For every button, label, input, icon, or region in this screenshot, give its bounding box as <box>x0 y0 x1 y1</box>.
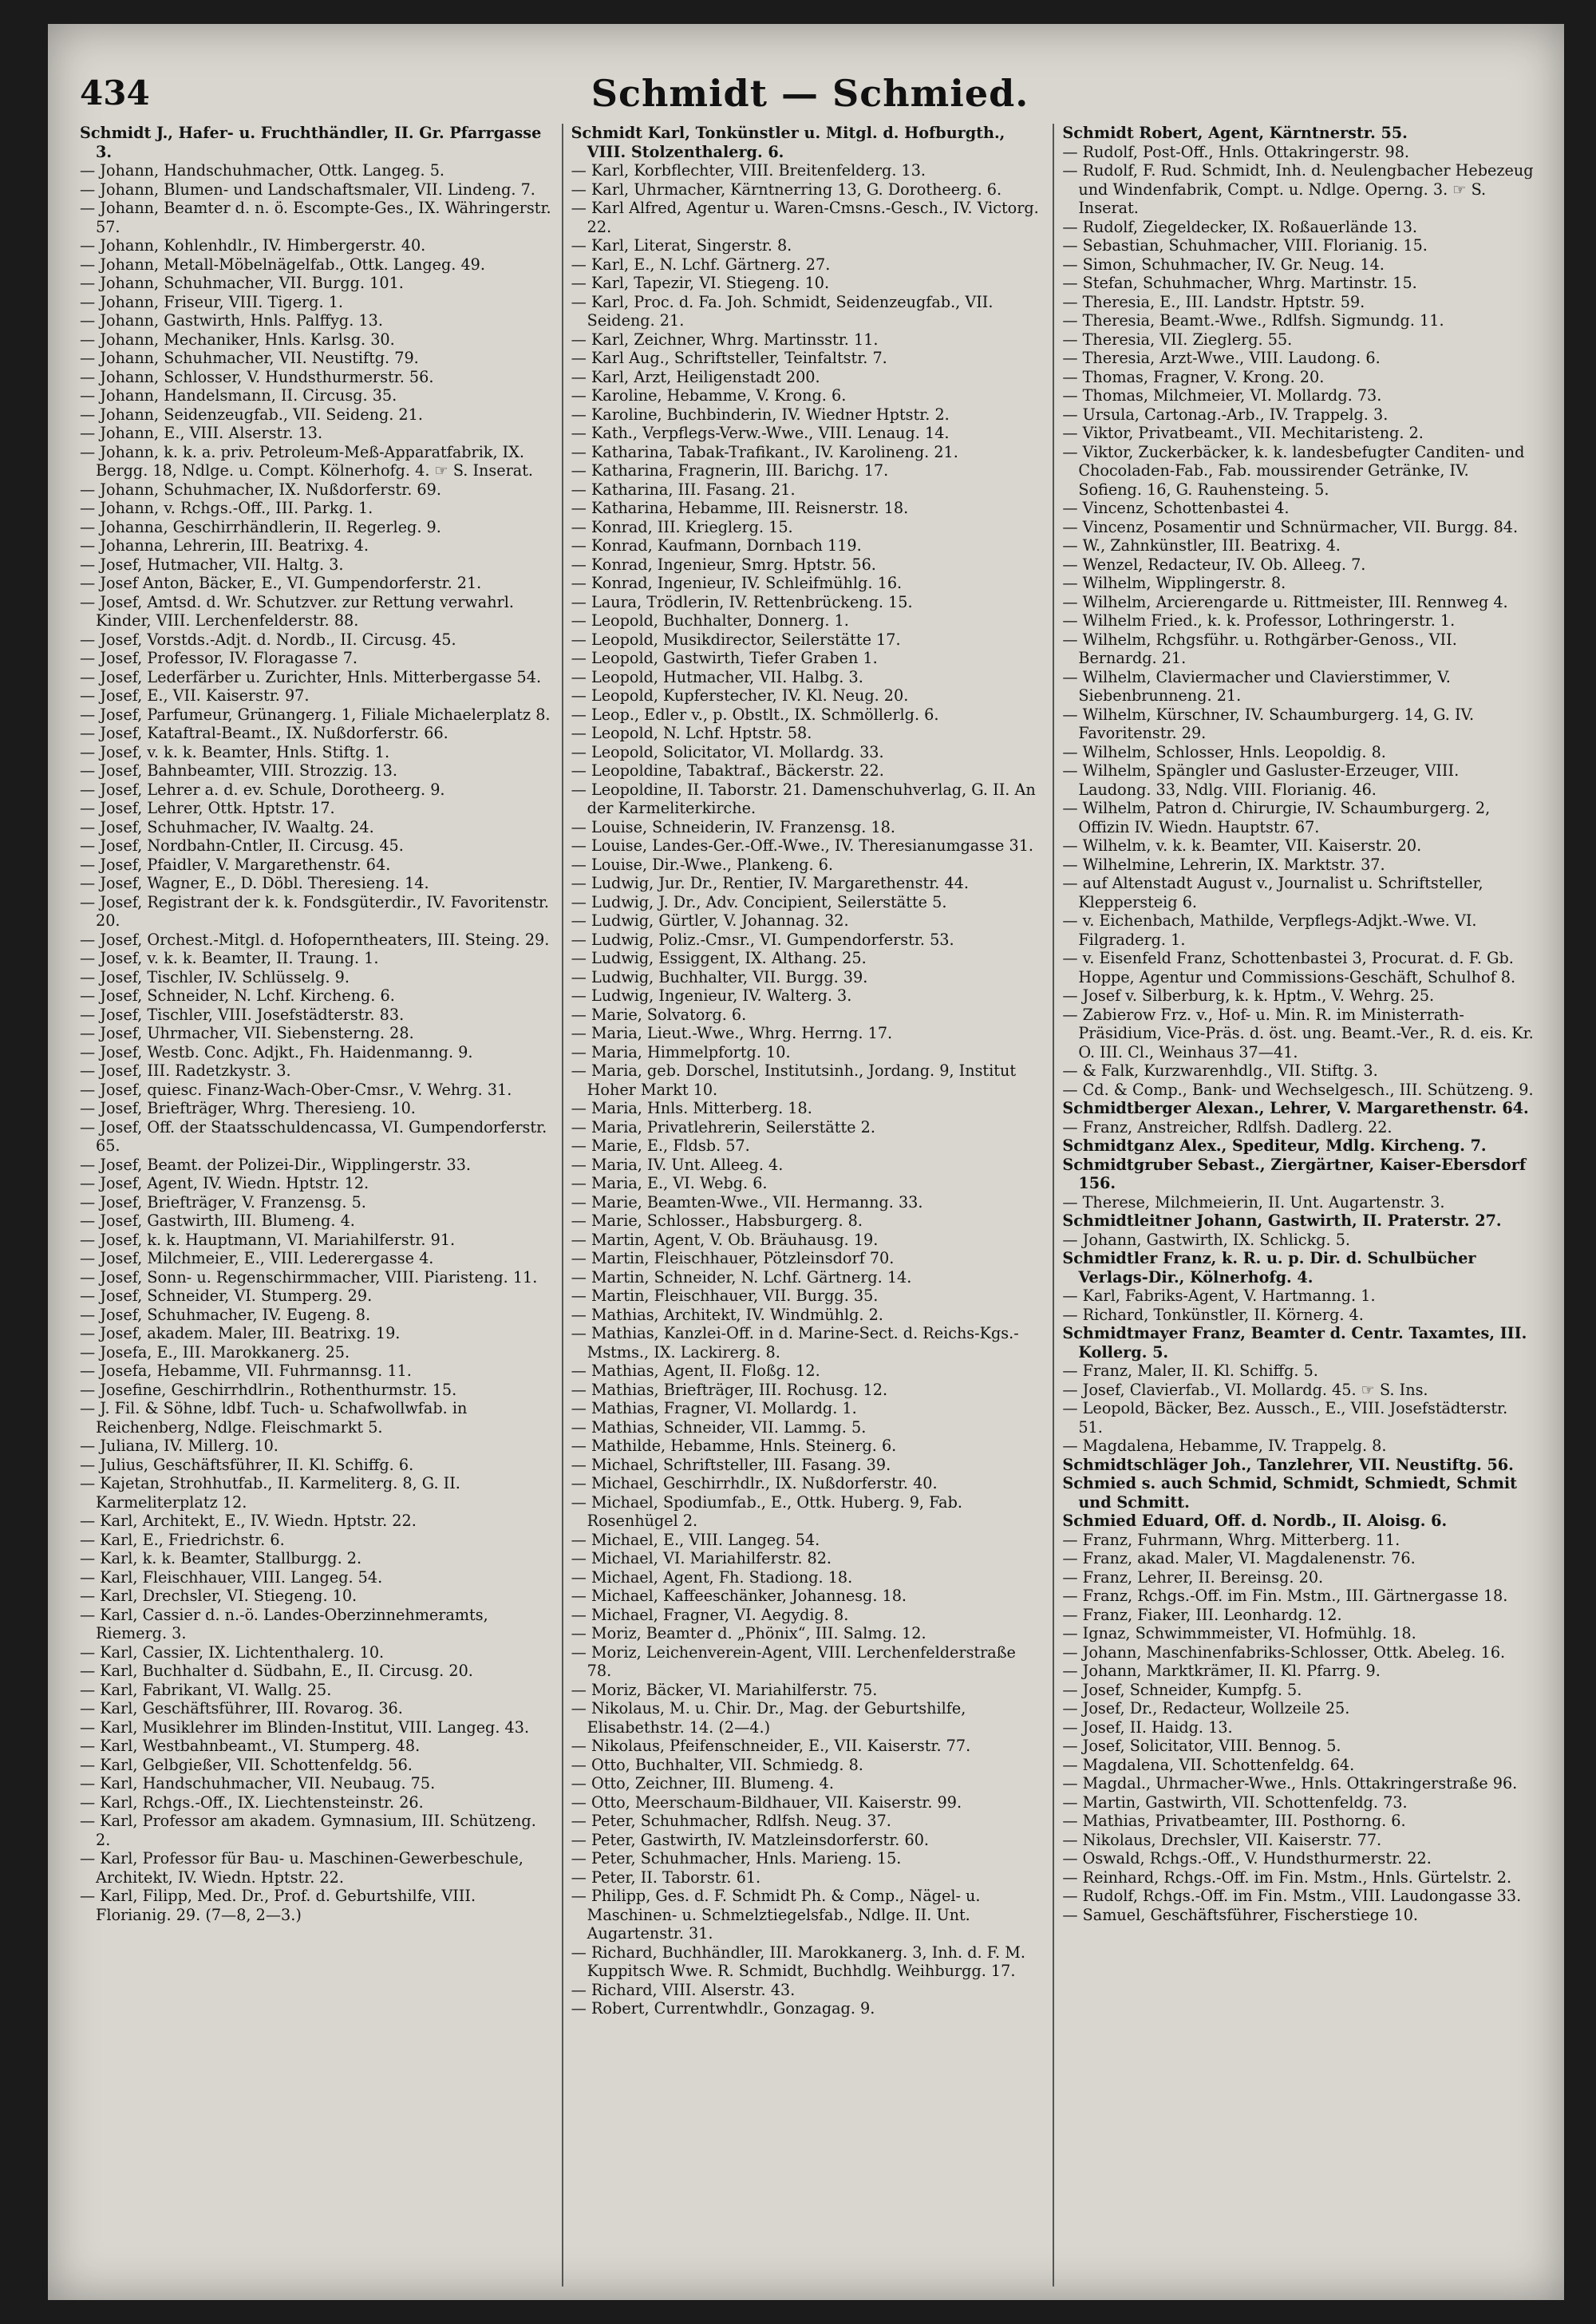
directory-entry: — Maria, IV. Unt. Alleeg. 4. <box>571 1155 784 1174</box>
directory-entry: — Rudolf, Ziegeldecker, IX. Roßauerlände 13. <box>1062 217 1418 236</box>
directory-entry: — Wilhelm, Wipplingerstr. 8. <box>1062 574 1286 592</box>
directory-heading-entry: Schmidt Robert, Agent, Kärntnerstr. 55. <box>1062 124 1408 142</box>
directory-entry: — v. Eichenbach, Mathilde, Verpflegs-Adjkt.-Wwe. VI. Filgraderg. 1. <box>1062 911 1477 949</box>
directory-entry: — Karl, Westbahnbeamt., VI. Stumperg. 48. <box>80 1737 421 1755</box>
directory-entry: — Julius, Geschäftsführer, II. Kl. Schiffg. 6. <box>80 1455 414 1474</box>
directory-heading-entry: Schmidtschläger Joh., Tanzlehrer, VII. Neustiftg. 56. <box>1062 1455 1514 1474</box>
directory-entry: — Wilhelm, Patron d. Chirurgie, IV. Schaumburgerg. 2, Offizin IV. Wiedn. Hauptstr. 67. <box>1062 799 1491 836</box>
directory-entry: — Josef, Kataftral-Beamt., IX. Nußdorferstr. 66. <box>80 724 448 742</box>
directory-entry: — Wilhelm, Schlosser, Hnls. Leopoldig. 8. <box>1062 742 1386 761</box>
directory-entry: — Louise, Landes-Ger.-Off.-Wwe., IV. Theresianumgasse 31. <box>571 836 1034 855</box>
directory-entry: — Rudolf, F. Rud. Schmidt, Inh. d. Neulengbacher Hebezeug und Windenfabrik, Compt. u. Ndlge. Operng. 3. ☞ S. Inserat. <box>1062 161 1534 217</box>
directory-entry: — Ludwig, Buchhalter, VII. Burgg. 39. <box>571 967 868 986</box>
directory-entry: — Johann, v. Rchgs.-Off., III. Parkg. 1. <box>80 499 373 517</box>
directory-entry: — Johann, Handelsmann, II. Circusg. 35. <box>80 386 397 405</box>
directory-entry: — Maria, Lieut.-Wwe., Whrg. Herrng. 17. <box>571 1024 893 1042</box>
directory-entry: — Karl, Proc. d. Fa. Joh. Schmidt, Seidenzeugfab., VII. Seideng. 21. <box>571 292 994 330</box>
directory-entry: — Josef, Lehrer, Ottk. Hptstr. 17. <box>80 799 335 817</box>
directory-entry: — Mathias, Fragner, VI. Mollardg. 1. <box>571 1399 857 1417</box>
directory-entry: — Konrad, Ingenieur, IV. Schleifmühlg. 16. <box>571 574 903 592</box>
directory-entry: — Richard, VIII. Alserstr. 43. <box>571 1980 796 1999</box>
directory-entry: — Wilhelm, Claviermacher und Clavierstimmer, V. Siebenbrunneng. 21. <box>1062 667 1451 705</box>
directory-entry: — Josef, Briefträger, V. Franzensg. 5. <box>80 1192 366 1211</box>
directory-entry: — Josef, Pfaidler, V. Margarethenstr. 64. <box>80 855 391 874</box>
directory-entry: — Viktor, Privatbeamt., VII. Mechitaristeng. 2. <box>1062 424 1424 442</box>
directory-entry: — Johanna, Geschirrhändlerin, II. Regerleg. 9. <box>80 517 441 536</box>
directory-entry: — Josef, Sonn- u. Regenschirmmacher, VIII. Piaristeng. 11. <box>80 1267 538 1286</box>
directory-entry: — Martin, Fleischhauer, Pötzleinsdorf 70. <box>571 1249 895 1267</box>
directory-entry: — Mathias, Agent, II. Floßg. 12. <box>571 1362 820 1380</box>
directory-entry: — Karl, Cassier, IX. Lichtenthalerg. 10. <box>80 1642 385 1662</box>
directory-entry: — Wilhelm, Arcierengarde u. Rittmeister, III. Rennweg 4. <box>1062 592 1508 611</box>
directory-entry: — Ludwig, Ingenieur, IV. Walterg. 3. <box>571 986 852 1005</box>
directory-entry: — Michael, Agent, Fh. Stadiong. 18. <box>571 1567 853 1587</box>
directory-entry: — Katharina, Tabak-Trafikant., IV. Karolineng. 21. <box>571 442 958 461</box>
directory-entry: — Karl, Rchgs.-Off., IX. Liechtensteinstr. 26. <box>80 1792 424 1812</box>
directory-entry: — Peter, Schuhmacher, Rdlfsh. Neug. 37. <box>571 1812 891 1830</box>
directory-entry: — Theresia, E., III. Landstr. Hptstr. 59. <box>1062 292 1365 311</box>
directory-entry: — Wilhelm, Spängler und Gasluster-Erzeuger, VIII. Laudong. 33, Ndlg. VIII. Florianig. 46. <box>1062 761 1460 799</box>
directory-entry: — Johann, Gastwirth, IX. Schlickg. 5. <box>1062 1230 1351 1249</box>
directory-entry: — Johann, Mechaniker, Hnls. Karlsg. 30. <box>80 330 395 349</box>
directory-entry: — Otto, Buchhalter, VII. Schmiedg. 8. <box>571 1755 863 1774</box>
directory-entry: — Moriz, Beamter d. „Phönix“, III. Salmg. 12. <box>571 1624 926 1642</box>
directory-entry: — Konrad, Kaufmann, Dornbach 119. <box>571 536 862 555</box>
directory-entry: — Zabierow Frz. v., Hof- u. Min. R. im Ministerrath-Präsidium, Vice-Präs. d. öst. ung. Beamt.-Ver., R. d. eis. Kr. O. III. Cl., Weinhaus 37—41. <box>1062 1005 1534 1061</box>
directory-entry: — W., Zahnkünstler, III. Beatrixg. 4. <box>1062 536 1341 555</box>
directory-entry: — Louise, Dir.-Wwe., Plankeng. 6. <box>571 855 834 874</box>
directory-entry: — Viktor, Zuckerbäcker, k. k. landesbefugter Canditen- und Chocoladen-Fab., Fab. moussirender Getränke, IV. Sofieng. 16, G. Rauhensteing. 5. <box>1062 442 1525 499</box>
directory-entry: — Maria, E., VI. Webg. 6. <box>571 1174 768 1192</box>
directory-entry: — Martin, Gastwirth, VII. Schottenfeldg. 73. <box>1062 1792 1408 1812</box>
directory-entry: — Konrad, III. Krieglerg. 15. <box>571 517 793 536</box>
directory-entry: — Simon, Schuhmacher, IV. Gr. Neug. 14. <box>1062 255 1385 274</box>
directory-entry: — Josef, Nordbahn-Cntler, II. Circusg. 45. <box>80 836 404 855</box>
directory-entry: — Michael, Kaffeeschänker, Johannesg. 18. <box>571 1587 907 1605</box>
directory-entry: — Juliana, IV. Millerg. 10. <box>80 1437 279 1455</box>
directory-entry: — Franz, Lehrer, II. Bereinsg. 20. <box>1062 1567 1324 1587</box>
directory-entry: — Marie, E., Fldsb. 57. <box>571 1136 750 1155</box>
directory-entry: — Johann, Schlosser, V. Hundsthurmerstr. 56. <box>80 367 434 386</box>
directory-entry: — Ludwig, Jur. Dr., Rentier, IV. Margarethenstr. 44. <box>571 874 969 892</box>
directory-entry: — Josef, Schuhmacher, IV. Waaltg. 24. <box>80 817 374 836</box>
directory-entry: — Josef, Schneider, Kumpfg. 5. <box>1062 1680 1302 1699</box>
directory-entry: — Ignaz, Schwimmmeister, VI. Hofmühlg. 18. <box>1062 1624 1416 1642</box>
directory-entry: — Michael, Geschirrhdlr., IX. Nußdorferstr. 40. <box>571 1474 938 1492</box>
directory-entry: — Josef, III. Radetzkystr. 3. <box>80 1061 291 1080</box>
directory-entry: — Johann, Schuhmacher, VII. Burgg. 101. <box>80 274 404 292</box>
directory-entry: — Wenzel, Redacteur, IV. Ob. Alleeg. 7. <box>1062 555 1366 574</box>
directory-heading-entry: Schmied Eduard, Off. d. Nordb., II. Aloisg. 6. <box>1062 1512 1448 1530</box>
directory-entry: — Karl, Filipp, Med. Dr., Prof. d. Geburtshilfe, VIII. Florianig. 29. (7—8, 2—3.) <box>80 1887 476 1924</box>
directory-entry: — Johanna, Lehrerin, III. Beatrixg. 4. <box>80 536 369 555</box>
directory-entry: — Josef, quiesc. Finanz-Wach-Ober-Cmsr., V. Wehrg. 31. <box>80 1080 512 1099</box>
directory-entry: — Marie, Schlosser., Habsburgerg. 8. <box>571 1211 863 1230</box>
directory-entry: — Martin, Fleischhauer, VII. Burgg. 35. <box>571 1286 879 1305</box>
directory-entry: — Josef, Bahnbeamter, VIII. Strozzig. 13. <box>80 761 397 780</box>
directory-entry: — Konrad, Ingenieur, Smrg. Hptstr. 56. <box>571 555 876 574</box>
directory-entry: — Louise, Schneiderin, IV. Franzensg. 18. <box>571 817 895 836</box>
directory-entry: — Mathias, Architekt, IV. Windmühlg. 2. <box>571 1305 883 1324</box>
directory-entry: — Philipp, Ges. d. F. Schmidt Ph. & Comp., Nägel- u. Maschinen- u. Schmelztiegelsfab., Ndlge. II. Unt. Augartenstr. 31. <box>571 1887 981 1943</box>
directory-entry: — Katharina, Fragnerin, III. Barichg. 17. <box>571 461 889 480</box>
directory-entry: — Josef, Wagner, E., D. Döbl. Theresieng. 14. <box>80 874 429 892</box>
directory-entry: — Oswald, Rchgs.-Off., V. Hundsthurmerstr. 22. <box>1062 1849 1432 1868</box>
directory-entry: — Franz, akad. Maler, VI. Magdalenenstr. 76. <box>1062 1549 1416 1567</box>
directory-entry: — Mathias, Privatbeamter, III. Posthorng. 6. <box>1062 1812 1406 1830</box>
directory-entry: — Cd. & Comp., Bank- und Wechselgesch., III. Schützeng. 9. <box>1062 1080 1534 1099</box>
directory-entry: — Josef, Milchmeier, E., VIII. Lederergasse 4. <box>80 1249 434 1267</box>
directory-entry: — Leopold, Musikdirector, Seilerstätte 17. <box>571 630 901 649</box>
directory-entry: — Franz, Anstreicher, Rdlfsh. Dadlerg. 22. <box>1062 1117 1393 1136</box>
directory-entry: — Karl, Uhrmacher, Kärntnerring 13, G. Dorotheerg. 6. <box>571 180 1002 199</box>
directory-entry: — Josef, v. k. k. Beamter, II. Traung. 1. <box>80 949 379 967</box>
directory-entry: — Magdalena, Hebamme, IV. Trappelg. 8. <box>1062 1437 1387 1455</box>
directory-entry: — Leopoldine, Tabaktraf., Bäckerstr. 22. <box>571 761 884 780</box>
directory-heading-entry: Schmied s. auch Schmid, Schmidt, Schmiedt, Schmit und Schmitt. <box>1062 1474 1518 1512</box>
directory-entry: — Josef, Gastwirth, III. Blumeng. 4. <box>80 1211 355 1230</box>
directory-entry: — Wilhelm, Kürschner, IV. Schaumburgerg. 14, G. IV. Favoritenstr. 29. <box>1062 705 1475 742</box>
directory-entry: — Franz, Rchgs.-Off. im Fin. Mstm., III. Gärtnergasse 18. <box>1062 1587 1508 1605</box>
directory-entry: — Josef v. Silberburg, k. k. Hptm., V. Wehrg. 25. <box>1062 986 1435 1005</box>
directory-entry: — Josef, Uhrmacher, VII. Siebensterng. 28. <box>80 1024 414 1042</box>
directory-entry: — Thomas, Fragner, V. Krong. 20. <box>1062 367 1325 386</box>
directory-entry: — Josef, Solicitator, VIII. Bennog. 5. <box>1062 1737 1341 1755</box>
directory-heading-entry: Schmidtmayer Franz, Beamter d. Centr. Taxamtes, III. Kollerg. 5. <box>1062 1324 1527 1362</box>
directory-entry: — Leopold, Gastwirth, Tiefer Graben 1. <box>571 649 878 667</box>
directory-entry: — Ludwig, Poliz.-Cmsr., VI. Gumpendorferstr. 53. <box>571 930 954 949</box>
directory-entry: — Thomas, Milchmeier, VI. Mollardg. 73. <box>1062 386 1382 405</box>
directory-entry: — Karl, Handschuhmacher, VII. Neubaug. 75. <box>80 1774 436 1792</box>
directory-entry: — Johann, Marktkrämer, II. Kl. Pfarrg. 9. <box>1062 1662 1381 1680</box>
directory-entry: — Karl, Buchhalter d. Südbahn, E., II. Circusg. 20. <box>80 1662 473 1680</box>
directory-entry: — Nikolaus, Pfeifenschneider, E., VII. Kaiserstr. 77. <box>571 1737 971 1755</box>
directory-entry: — Josef, Clavierfab., VI. Mollardg. 45. ☞ S. Ins. <box>1062 1380 1428 1399</box>
directory-entry: — Josef, Off. der Staatsschuldencassa, VI. Gumpendorferstr. 65. <box>80 1117 547 1155</box>
directory-entry: — Karl Alfred, Agentur u. Waren-Cmsns.-Gesch., IV. Victorg. 22. <box>571 199 1039 236</box>
directory-entry: — Josef, Vorstds.-Adjt. d. Nordb., II. Circusg. 45. <box>80 630 456 649</box>
directory-entry: — Rudolf, Rchgs.-Off. im Fin. Mstm., VIII. Laudongasse 33. <box>1062 1887 1522 1905</box>
directory-entry: — Karl, Gelbgießer, VII. Schottenfeldg. 56. <box>80 1755 413 1774</box>
directory-entry: — Nikolaus, M. u. Chir. Dr., Mag. der Geburtshilfe, Elisabethstr. 14. (2—4.) <box>571 1699 966 1737</box>
directory-entry: — Josef, Orchest.-Mitgl. d. Hofoperntheaters, III. Steing. 29. <box>80 930 550 949</box>
directory-entry: — Josef, Tischler, IV. Schlüsselg. 9. <box>80 967 350 986</box>
directory-entry: — Karl, E., N. Lchf. Gärtnerg. 27. <box>571 255 831 274</box>
directory-entry: — Josef, Lehrer a. d. ev. Schule, Dorotheerg. 9. <box>80 780 445 799</box>
directory-entry: — & Falk, Kurzwarenhdlg., VII. Stiftg. 3. <box>1062 1061 1378 1080</box>
directory-entry: — Mathias, Schneider, VII. Lammg. 5. <box>571 1417 867 1437</box>
directory-entry: — Josef, Dr., Redacteur, Wollzeile 25. <box>1062 1699 1350 1717</box>
directory-entry: — Mathias, Briefträger, III. Rochusg. 12. <box>571 1380 888 1399</box>
entry-columns <box>72 124 1544 2286</box>
directory-entry: — Johann, Kohlenhdlr., IV. Himbergerstr. 40. <box>80 236 426 255</box>
directory-entry: — Josef, Beamt. der Polizei-Dir., Wipplingerstr. 33. <box>80 1155 472 1174</box>
directory-entry: — Maria, Hnls. Mitterberg. 18. <box>571 1099 812 1117</box>
directory-entry: — Johann, Handschuhmacher, Ottk. Langeg. 5. <box>80 161 445 180</box>
directory-entry: — Marie, Beamten-Wwe., VII. Hermanng. 33. <box>571 1192 923 1211</box>
directory-entry: — Johann, Schuhmacher, VII. Neustiftg. 79. <box>80 349 419 367</box>
directory-entry: — Franz, Fuhrmann, Whrg. Mitterberg. 11. <box>1062 1530 1400 1549</box>
directory-entry: — Marie, Solvatorg. 6. <box>571 1005 747 1024</box>
directory-entry: — Karl, Professor am akadem. Gymnasium, III. Schützeng. 2. <box>80 1812 536 1849</box>
directory-entry: — Wilhelm, v. k. k. Beamter, VII. Kaiserstr. 20. <box>1062 836 1422 855</box>
directory-entry: — Franz, Fiaker, III. Leonhardg. 12. <box>1062 1605 1342 1624</box>
directory-entry: — Johann, Maschinenfabriks-Schlosser, Ottk. Abeleg. 16. <box>1062 1642 1506 1662</box>
directory-entry: — Maria, geb. Dorschel, Institutsinh., Jordang. 9, Institut Hoher Markt 10. <box>571 1061 1017 1099</box>
directory-entry: — Richard, Tonkünstler, II. Körnerg. 4. <box>1062 1305 1364 1324</box>
directory-entry: — Karl, Professor für Bau- u. Maschinen-Gewerbeschule, Architekt, IV. Wiedn. Hptstr. 22. <box>80 1849 523 1887</box>
directory-entry: — Laura, Trödlerin, IV. Rettenbrückeng. 15. <box>571 592 913 611</box>
directory-entry: — Leopold, N. Lchf. Hptstr. 58. <box>571 724 812 742</box>
directory-entry: — Ludwig, J. Dr., Adv. Concipient, Seilerstätte 5. <box>571 892 947 911</box>
directory-entry: — Josef, II. Haidg. 13. <box>1062 1717 1233 1737</box>
directory-entry: — Leopoldine, II. Taborstr. 21. Damenschuhverlag, G. II. An der Karmeliterkirche. <box>571 780 1036 817</box>
directory-entry: — Otto, Zeichner, III. Blumeng. 4. <box>571 1774 834 1792</box>
directory-entry: — Sebastian, Schuhmacher, VIII. Florianig. 15. <box>1062 236 1428 255</box>
directory-entry: — Theresia, VII. Zieglerg. 55. <box>1062 330 1293 349</box>
directory-entry: — Leopold, Buchhalter, Donnerg. 1. <box>571 611 849 630</box>
directory-entry: — Leopold, Hutmacher, VII. Halbg. 3. <box>571 667 863 686</box>
directory-entry: — Karl, Architekt, E., IV. Wiedn. Hptstr. 22. <box>80 1512 417 1530</box>
directory-entry: — Johann, k. k. a. priv. Petroleum-Meß-Apparatfabrik, IX. Bergg. 18, Ndlge. u. Compt. Kölnerhofg. 4. ☞ S. Inserat. <box>80 442 534 480</box>
directory-entry: — Josef, E., VII. Kaiserstr. 97. <box>80 686 310 705</box>
directory-heading-entry: Schmidtgruber Sebast., Ziergärtner, Kaiser-Ebersdorf 156. <box>1062 1155 1527 1192</box>
directory-entry: — Karl, Zeichner, Whrg. Martinsstr. 11. <box>571 330 879 349</box>
directory-entry: — Maria, Himmelpfortg. 10. <box>571 1042 791 1061</box>
directory-entry: — Karl, E., Friedrichstr. 6. <box>80 1530 285 1549</box>
directory-entry: — Josef, Westb. Conc. Adjkt., Fh. Haidenmanng. 9. <box>80 1042 473 1061</box>
directory-entry: — Martin, Agent, V. Ob. Bräuhausg. 19. <box>571 1230 879 1249</box>
directory-entry: — Moriz, Leichenverein-Agent, VIII. Lerchenfelderstraße 78. <box>571 1642 1016 1680</box>
directory-entry: — Michael, E., VIII. Langeg. 54. <box>571 1530 820 1549</box>
directory-entry: — Michael, Spodiumfab., E., Ottk. Huberg. 9, Fab. Rosenhügel 2. <box>571 1492 962 1530</box>
directory-entry: — Vincenz, Posamentir und Schnürmacher, VII. Burgg. 84. <box>1062 517 1519 536</box>
directory-entry: — Karl, Fabrikant, VI. Wallg. 25. <box>80 1680 332 1699</box>
directory-entry: — Karoline, Buchbinderin, IV. Wiedner Hptstr. 2. <box>571 405 950 424</box>
directory-entry: — Theresia, Beamt.-Wwe., Rdlfsh. Sigmundg. 11. <box>1062 311 1444 330</box>
directory-entry: — Josef, Amtsd. d. Wr. Schutzver. zur Rettung verwahrl. Kinder, VIII. Lerchenfelderstr. 88. <box>80 592 514 630</box>
directory-entry: — Johann, Metall-Möbelnägelfab., Ottk. Langeg. 49. <box>80 255 485 274</box>
page-number: 434 <box>80 73 150 113</box>
directory-heading-entry: Schmidt Karl, Tonkünstler u. Mitgl. d. Hofburgth., VIII. Stolzenthalerg. 6. <box>571 124 1005 161</box>
directory-entry: — Johann, Beamter d. n. ö. Escompte-Ges., IX. Währingerstr. 57. <box>80 199 551 236</box>
directory-entry: — Josef Anton, Bäcker, E., VI. Gumpendorferstr. 21. <box>80 574 482 592</box>
directory-entry: — Josef, akadem. Maler, III. Beatrixg. 19. <box>80 1324 401 1342</box>
directory-entry: — Josef, Professor, IV. Floragasse 7. <box>80 649 358 667</box>
directory-entry: — Josef, Tischler, VIII. Josefstädterstr. 83. <box>80 1005 405 1024</box>
directory-entry: — Martin, Schneider, N. Lchf. Gärtnerg. 14. <box>571 1267 912 1286</box>
directory-entry: — Leopold, Bäcker, Bez. Aussch., E., VIII. Josefstädterstr. 51. <box>1062 1399 1508 1437</box>
directory-entry: — Josef, Briefträger, Whrg. Theresieng. 10. <box>80 1099 416 1117</box>
directory-entry: — Johann, E., VIII. Alserstr. 13. <box>80 424 323 442</box>
directory-entry: — Wilhelm, Rchgsführ. u. Rothgärber-Genoss., VII. Bernardg. 21. <box>1062 630 1457 667</box>
directory-entry: — Karl, Korbflechter, VIII. Breitenfelderg. 13. <box>571 161 926 180</box>
directory-entry: — Peter, Gastwirth, IV. Matzleinsdorferstr. 60. <box>571 1830 929 1849</box>
directory-entry: — Michael, Schriftsteller, III. Fasang. 39. <box>571 1455 891 1474</box>
directory-entry: — Vincenz, Schottenbastei 4. <box>1062 499 1290 517</box>
directory-entry: — Ursula, Cartonag.-Arb., IV. Trappelg. 3. <box>1062 405 1389 424</box>
directory-entry: — Leopold, Kupferstecher, IV. Kl. Neug. 20. <box>571 686 909 705</box>
directory-entry: — Josef, Schneider, VI. Stumperg. 29. <box>80 1286 373 1305</box>
directory-entry: — Richard, Buchhändler, III. Marokkanerg. 3, Inh. d. F. M. Kuppitsch Wwe. R. Schmidt, Buchhdlg. Weihburgg. 17. <box>571 1943 1025 1980</box>
directory-entry: — Michael, Fragner, VI. Aegydig. 8. <box>571 1605 849 1624</box>
directory-entry: — Karl, Cassier d. n.-ö. Landes-Oberzinnehmeramts, Riemerg. 3. <box>80 1605 488 1642</box>
directory-entry: — Karl, Fleischhauer, VIII. Langeg. 54. <box>80 1567 383 1587</box>
directory-entry: — Mathias, Kanzlei-Off. in d. Marine-Sect. d. Reichs-Kgs.-Mstms., IX. Lackirerg. 8. <box>571 1324 1019 1362</box>
directory-entry: — Karl, Drechsler, VI. Stiegeng. 10. <box>80 1587 358 1605</box>
directory-entry: — Josef, k. k. Hauptmann, VI. Mariahilferstr. 91. <box>80 1230 456 1249</box>
column-left <box>72 124 563 2286</box>
directory-entry: — Josefa, Hebamme, VII. Fuhrmannsg. 11. <box>80 1362 412 1380</box>
directory-entry: — Kath., Verpflegs-Verw.-Wwe., VIII. Lenaug. 14. <box>571 424 950 442</box>
directory-entry: — Reinhard, Rchgs.-Off. im Fin. Mstm., Hnls. Gürtelstr. 2. <box>1062 1868 1512 1887</box>
page-header <box>80 64 1540 120</box>
directory-entry: — Johann, Schuhmacher, IX. Nußdorferstr. 69. <box>80 480 441 499</box>
directory-entry: — Wilhelm Fried., k. k. Professor, Lothringerstr. 1. <box>1062 611 1456 630</box>
directory-entry: — Josef, Hutmacher, VII. Haltg. 3. <box>80 555 344 574</box>
directory-heading-entry: Schmidtberger Alexan., Lehrer, V. Margarethenstr. 64. <box>1062 1099 1529 1117</box>
directory-page <box>48 24 1564 2300</box>
directory-entry: — Therese, Milchmeierin, II. Unt. Augartenstr. 3. <box>1062 1192 1445 1211</box>
directory-entry: — Leopold, Solicitator, VI. Mollardg. 33. <box>571 742 884 761</box>
directory-entry: — Josef, Registrant der k. k. Fondsgüterdir., IV. Favoritenstr. 20. <box>80 892 549 930</box>
directory-entry: — Johann, Friseur, VIII. Tigerg. 1. <box>80 292 344 311</box>
directory-entry: — Moriz, Bäcker, VI. Mariahilferstr. 75. <box>571 1680 878 1699</box>
directory-entry: — Karl, Literat, Singerstr. 8. <box>571 236 792 255</box>
directory-entry: — Samuel, Geschäftsführer, Fischerstiege 10. <box>1062 1905 1419 1924</box>
directory-entry: — Josefa, E., III. Marokkanerg. 25. <box>80 1342 350 1362</box>
directory-entry: — Maria, Privatlehrerin, Seilerstätte 2. <box>571 1117 875 1136</box>
directory-entry: — Josef, Schneider, N. Lchf. Kircheng. 6. <box>80 986 395 1005</box>
directory-entry: — Magdal., Uhrmacher-Wwe., Hnls. Ottakringerstraße 96. <box>1062 1774 1518 1792</box>
running-title: Schmidt — Schmied. <box>591 72 1029 115</box>
directory-entry: — Robert, Currentwhdlr., Gonzagag. 9. <box>571 1999 875 2018</box>
directory-entry: — Johann, Blumen- und Landschaftsmaler, VII. Lindeng. 7. <box>80 180 535 199</box>
directory-entry: — Franz, Maler, II. Kl. Schiffg. 5. <box>1062 1362 1318 1380</box>
directory-heading-entry: Schmidtganz Alex., Spediteur, Mdlg. Kircheng. 7. <box>1062 1136 1487 1155</box>
directory-entry: — Josef, Lederfärber u. Zurichter, Hnls. Mitterbergasse 54. <box>80 667 542 686</box>
directory-entry: — Josef, Parfumeur, Grünangerg. 1, Filiale Michaelerplatz 8. <box>80 705 551 724</box>
directory-entry: — Karl, Geschäftsführer, III. Rovarog. 36. <box>80 1699 403 1717</box>
directory-entry: — Johann, Gastwirth, Hnls. Palffyg. 13. <box>80 311 383 330</box>
directory-heading-entry: Schmidtleitner Johann, Gastwirth, II. Praterstr. 27. <box>1062 1211 1502 1230</box>
column-middle <box>563 124 1055 2286</box>
directory-entry: — Nikolaus, Drechsler, VII. Kaiserstr. 77. <box>1062 1830 1382 1849</box>
directory-entry: — Leop., Edler v., p. Obstlt., IX. Schmöllerlg. 6. <box>571 705 939 724</box>
directory-entry: — Michael, VI. Mariahilferstr. 82. <box>571 1549 832 1567</box>
directory-heading-entry: Schmidt J., Hafer- u. Fruchthändler, II. Gr. Pfarrgasse 3. <box>80 124 542 161</box>
directory-entry: — v. Eisenfeld Franz, Schottenbastei 3, Procurat. d. F. Gb. Hoppe, Agentur und Commissions-Geschäft, Schulhof 8. <box>1062 949 1516 986</box>
directory-entry: — Wilhelmine, Lehrerin, IX. Marktstr. 37. <box>1062 855 1385 874</box>
directory-entry: — Magdalena, VII. Schottenfeldg. 64. <box>1062 1755 1355 1774</box>
directory-entry: — Stefan, Schuhmacher, Whrg. Martinstr. 15. <box>1062 274 1417 292</box>
directory-entry: — Karl, k. k. Beamter, Stallburgg. 2. <box>80 1549 362 1567</box>
directory-entry: — Peter, Schuhmacher, Hnls. Marieng. 15. <box>571 1849 902 1868</box>
directory-entry: — Josef, v. k. k. Beamter, Hnls. Stiftg. 1. <box>80 742 390 761</box>
directory-entry: — Ludwig, Gürtler, V. Johannag. 32. <box>571 911 849 930</box>
directory-entry: — Josef, Schuhmacher, IV. Eugeng. 8. <box>80 1305 371 1324</box>
directory-entry: — Theresia, Arzt-Wwe., VIII. Laudong. 6. <box>1062 349 1381 367</box>
directory-entry: — Josefine, Geschirrhdlrin., Rothenthurmstr. 15. <box>80 1380 457 1399</box>
directory-entry: — Katharina, Hebamme, III. Reisnerstr. 18. <box>571 499 909 517</box>
directory-entry: — Kajetan, Strohhutfab., II. Karmeliterg. 8, G. II. Karmeliterplatz 12. <box>80 1474 460 1512</box>
directory-entry: — Mathilde, Hebamme, Hnls. Steinerg. 6. <box>571 1437 897 1455</box>
directory-entry: — Karl, Arzt, Heiligenstadt 200. <box>571 367 820 386</box>
directory-entry: — Karl, Musiklehrer im Blinden-Institut, VIII. Langeg. 43. <box>80 1717 530 1737</box>
column-right <box>1054 124 1544 2286</box>
directory-entry: — Karoline, Hebamme, V. Krong. 6. <box>571 386 847 405</box>
directory-entry: — Katharina, III. Fasang. 21. <box>571 480 796 499</box>
directory-entry: — Otto, Meerschaum-Bildhauer, VII. Kaiserstr. 99. <box>571 1792 962 1812</box>
directory-entry: — Karl, Tapezir, VI. Stiegeng. 10. <box>571 274 830 292</box>
directory-entry: — Peter, II. Taborstr. 61. <box>571 1868 761 1887</box>
directory-entry: — Josef, Agent, IV. Wiedn. Hptstr. 12. <box>80 1174 369 1192</box>
directory-heading-entry: Schmidtler Franz, k. R. u. p. Dir. d. Schulbücher Verlags-Dir., Kölnerhofg. 4. <box>1062 1249 1476 1286</box>
directory-entry: — Ludwig, Essiggent, IX. Althang. 25. <box>571 949 867 967</box>
directory-entry: — auf Altenstadt August v., Journalist u. Schriftsteller, Kleppersteig 6. <box>1062 874 1483 911</box>
directory-entry: — Karl Aug., Schriftsteller, Teinfaltstr. 7. <box>571 349 887 367</box>
directory-entry: — Johann, Seidenzeugfab., VII. Seideng. 21. <box>80 405 423 424</box>
directory-entry: — Karl, Fabriks-Agent, V. Hartmanng. 1. <box>1062 1286 1376 1305</box>
directory-entry: — J. Fil. & Söhne, ldbf. Tuch- u. Schafwollwfab. in Reichenberg, Ndlge. Fleischmarkt 5. <box>80 1399 468 1437</box>
directory-entry: — Rudolf, Post-Off., Hnls. Ottakringerstr. 98. <box>1062 142 1410 161</box>
